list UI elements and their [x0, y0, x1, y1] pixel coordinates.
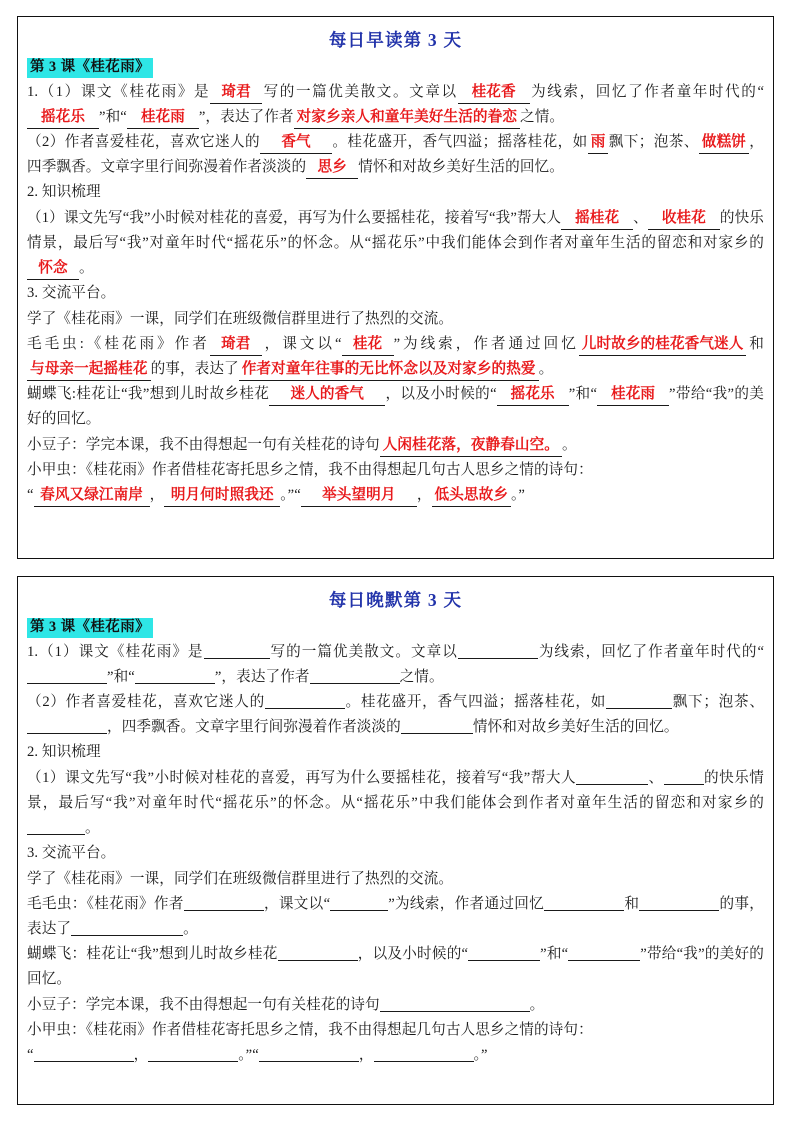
blank-c2-scent[interactable] [278, 943, 358, 961]
c2-t2: ，以及小时候的“ [385, 386, 497, 403]
c1-t3: ”为线索，作者通过回忆 [388, 895, 545, 912]
c3-t1: 小豆子：学完本课，我不由得想起一句有关桂花的诗句 [27, 436, 380, 453]
c3-t2: 。 [561, 436, 577, 453]
morning-q2 [27, 130, 764, 180]
evening-q1 [27, 640, 764, 690]
c4-comma1: ， [133, 1046, 149, 1063]
c1-t1: 毛毛虫：《桂花雨》作者 [27, 895, 184, 912]
evening-section2-body [27, 766, 764, 842]
answer-fragrance: 香气 [260, 132, 332, 154]
morning-sheet-title: 每日早读第 3 天 [328, 30, 463, 50]
q1-t7: 之情。 [399, 668, 444, 685]
c4-period1: 。” [280, 486, 295, 503]
morning-q1 [27, 80, 764, 130]
evening-section3-intro: 学了《桂花雨》一课，同学们在班级微信群里进行了热烈的交流。 [27, 870, 454, 887]
c2-t3: ”和“ [568, 386, 598, 403]
c4-t1: 小甲虫：《桂花雨》作者借桂花寄托思乡之情，我不由得想起几句古人思乡之情的诗句： [27, 461, 593, 478]
q2-t5: 情怀和对故乡美好生活的回忆。 [358, 159, 564, 176]
blank-theme-2[interactable] [135, 666, 215, 684]
answer-c2-scent: 迷人的香气 [269, 384, 385, 406]
evening-dictation-panel [17, 576, 774, 1105]
c2-t2: ，以及小时候的“ [357, 946, 469, 963]
answer-homesick: 思乡 [306, 157, 358, 179]
morning-section2-heading: 2. 知识梳理 [27, 184, 101, 201]
c4-period2: 。” [511, 486, 526, 503]
c1-t6: 。 [538, 360, 554, 377]
answer-poem-2a: 举头望明月 [301, 485, 417, 507]
blank-poem-2a[interactable] [259, 1044, 359, 1062]
answer-shake-osmanthus: 摇桂花 [561, 208, 633, 230]
evening-chat-3 [27, 993, 764, 1018]
s2-t3: 的快乐情景，最后写“我”对童年时代“摇花乐”的怀念。从“摇花乐”中我们能体会到作者对童年生活的留恋和对家乡的 [27, 209, 765, 251]
c2-t4: ”带给“我”的美好的回忆。 [27, 386, 765, 428]
s2-t2: 、 [633, 209, 648, 226]
blank-c1-feeling[interactable] [71, 918, 183, 936]
morning-section2-body [27, 206, 764, 282]
c1-t6: 。 [183, 920, 198, 937]
q1-t2: 写的一篇优美散文。文章以 [262, 83, 458, 100]
morning-chat-1 [27, 332, 764, 382]
q2-t5: 情怀和对故乡美好生活的回忆。 [472, 719, 679, 736]
c2-t4: ”带给“我”的美好的回忆。 [27, 946, 765, 988]
answer-theme-1: 摇花乐 [27, 107, 99, 129]
c2-t1: 蝴蝶飞：桂花让“我”想到儿时故乡桂花 [27, 946, 278, 963]
blank-c1-memory-1[interactable] [544, 893, 624, 911]
q2-t1: （2）作者喜爱桂花，喜欢它迷人的 [27, 134, 261, 151]
s2-t1: （1）课文先写“我”小时候对桂花的喜爱，再写为什么要摇桂花，接着写“我”帮大人 [27, 209, 562, 226]
blank-cake[interactable] [27, 716, 107, 734]
c1-t1: 毛毛虫:《桂花雨》作者 [27, 335, 210, 352]
evening-sheet-title: 每日晚默第 3 天 [328, 590, 463, 610]
blank-rain[interactable] [606, 691, 672, 709]
answer-poem-2b: 低头思故乡 [432, 485, 511, 507]
q1-t6: ”，表达了作者 [214, 668, 310, 685]
c4-period2: 。” [473, 1046, 488, 1063]
morning-chat-3 [27, 433, 764, 458]
q1-t6: ”，表达了作者 [198, 108, 294, 125]
morning-lesson-badge: 第 3 课《桂花雨》 [27, 58, 153, 78]
q2-t2: 。桂花盛开，香气四溢；摇落桂花，如 [344, 694, 607, 711]
blank-c1-clue[interactable] [330, 893, 388, 911]
evening-q2 [27, 690, 764, 740]
morning-chat-4 [27, 458, 764, 483]
c4-q2: “ [294, 486, 301, 503]
evening-chat-2 [27, 942, 764, 992]
blank-c1-memory-2[interactable] [639, 893, 719, 911]
blank-c3-poem[interactable] [380, 994, 530, 1012]
blank-emotion[interactable] [310, 666, 400, 684]
blank-yearning[interactable] [27, 817, 85, 835]
answer-c1-author: 琦君 [210, 334, 262, 356]
answer-clue: 桂花香 [458, 82, 530, 104]
c1-t5: 的事，表达了 [27, 895, 764, 937]
answer-cake: 做糕饼 [699, 132, 749, 154]
answer-poem-1b: 明月何时照我还 [164, 485, 280, 507]
answer-c1-clue: 桂花 [342, 334, 394, 356]
blank-c2-rain[interactable] [568, 943, 640, 961]
morning-chat-2 [27, 382, 764, 432]
c4-comma1: ， [149, 486, 165, 503]
blank-clue[interactable] [458, 641, 538, 659]
q2-t2: 。桂花盛开，香气四溢；摇落桂花，如 [332, 134, 588, 151]
q1-t4: “ [757, 643, 765, 660]
c4-t1: 小甲虫：《桂花雨》作者借桂花寄托思乡之情，我不由得想起几句古人思乡之情的诗句： [27, 1021, 593, 1038]
c4-q1: “ [27, 486, 34, 503]
answer-c2-rain: 桂花雨 [597, 384, 669, 406]
q1-label: 1.（1）课文《桂花雨》是 [27, 643, 204, 660]
s2-t2: 、 [648, 769, 664, 786]
c1-t5: 的事，表达了 [150, 360, 239, 377]
blank-theme-1[interactable] [27, 666, 107, 684]
q1-t2: 写的一篇优美散文。文章以 [269, 643, 458, 660]
blank-poem-2b[interactable] [374, 1044, 474, 1062]
blank-fragrance[interactable] [265, 691, 345, 709]
q1-t4: “ [757, 83, 765, 100]
morning-body [27, 80, 764, 508]
c4-period1: 。” [238, 1046, 253, 1063]
answer-yearning: 怀念 [27, 258, 79, 280]
q2-t4: ，四季飘香。文章字里行间弥漫着作者淡淡的 [27, 134, 764, 176]
q1-t5: ”和“ [107, 668, 135, 685]
evening-body [27, 640, 764, 1068]
q2-t1: （2）作者喜爱桂花，喜欢它迷人的 [27, 694, 265, 711]
c2-t3: ”和“ [540, 946, 569, 963]
blank-shake-osmanthus[interactable] [576, 767, 648, 785]
c3-t1: 小豆子：学完本课，我不由得想起一句有关桂花的诗句 [27, 996, 380, 1013]
q2-t4: ，四季飘香。文章字里行间弥漫着作者淡淡的 [107, 719, 401, 736]
c4-q2: “ [252, 1046, 259, 1063]
answer-c1-memory-2: 与母亲一起摇桂花 [27, 359, 151, 381]
evening-section2-heading: 2. 知识梳理 [27, 744, 101, 761]
c1-t2: ，课文以“ [263, 895, 331, 912]
q1-t3: 为线索，回忆了作者童年时代的 [537, 643, 758, 660]
blank-c2-joy[interactable] [468, 943, 540, 961]
s2-t1: （1）课文先写“我”小时候对桂花的喜爱，再写为什么要摇桂花，接着写“我”帮大人 [27, 769, 577, 786]
morning-section3-heading: 3. 交流平台。 [27, 285, 116, 302]
evening-lesson-badge: 第 3 课《桂花雨》 [27, 618, 153, 638]
c3-t2: 。 [529, 996, 545, 1013]
answer-collect-osmanthus: 收桂花 [648, 208, 720, 230]
answer-c1-memory-1: 儿时故乡的桂花香气迷人 [579, 334, 747, 356]
evening-chat-4-poems [27, 1043, 764, 1068]
answer-rain: 雨 [588, 132, 609, 154]
c1-t2: ，课文以“ [261, 335, 342, 352]
answer-emotion: 对家乡亲人和童年美好生活的眷恋 [294, 107, 520, 129]
answer-c1-feeling: 作者对童年往事的无比怀念以及对家乡的热爱 [239, 359, 539, 381]
c2-t1: 蝴蝶飞:桂花让“我”想到儿时故乡桂花 [27, 386, 270, 403]
c1-t4: 和 [624, 895, 640, 912]
q2-t3: 飘下；泡茶、 [608, 134, 699, 151]
blank-collect-osmanthus[interactable] [664, 767, 704, 785]
blank-author[interactable] [204, 641, 270, 659]
morning-section3-intro: 学了《桂花雨》一课，同学们在班级微信群里进行了热烈的交流。 [27, 310, 454, 327]
answer-theme-2: 桂花雨 [127, 107, 199, 129]
c1-t3: ”为线索，作者通过回忆 [393, 335, 579, 352]
s2-t3: 的快乐情景，最后写“我”对童年时代“摇花乐”的怀念。从“摇花乐”中我们能体会到作者对童年生活的留恋和对家乡的 [27, 769, 765, 811]
c4-q1: “ [27, 1046, 34, 1063]
q1-t7: 之情。 [520, 108, 565, 125]
answer-poem-1a: 春风又绿江南岸 [34, 485, 150, 507]
answer-c3-poem: 人闲桂花落，夜静春山空。 [380, 435, 562, 457]
answer-c2-joy: 摇花乐 [497, 384, 569, 406]
morning-reading-panel [17, 16, 774, 559]
morning-chat-4-poems [27, 483, 764, 508]
blank-poem-1b[interactable] [148, 1044, 238, 1062]
c4-comma2: ， [416, 486, 432, 503]
c4-comma2: ， [358, 1046, 374, 1063]
q1-t5: ”和“ [99, 108, 127, 125]
evening-chat-1 [27, 892, 764, 942]
c1-t4: 和 [746, 335, 764, 352]
blank-poem-1a[interactable] [34, 1044, 134, 1062]
blank-c1-author[interactable] [184, 893, 264, 911]
q1-label: 1.（1）课文《桂花雨》是 [27, 83, 211, 100]
blank-homesick[interactable] [401, 716, 473, 734]
q2-t3: 飘下；泡茶、 [672, 694, 765, 711]
evening-section3-heading: 3. 交流平台。 [27, 845, 116, 862]
q1-t3: 为线索，回忆了作者童年时代的 [529, 83, 758, 100]
answer-author: 琦君 [210, 82, 262, 104]
s2-t4: 。 [85, 820, 100, 837]
s2-t4: 。 [79, 260, 94, 277]
evening-chat-4 [27, 1018, 764, 1043]
